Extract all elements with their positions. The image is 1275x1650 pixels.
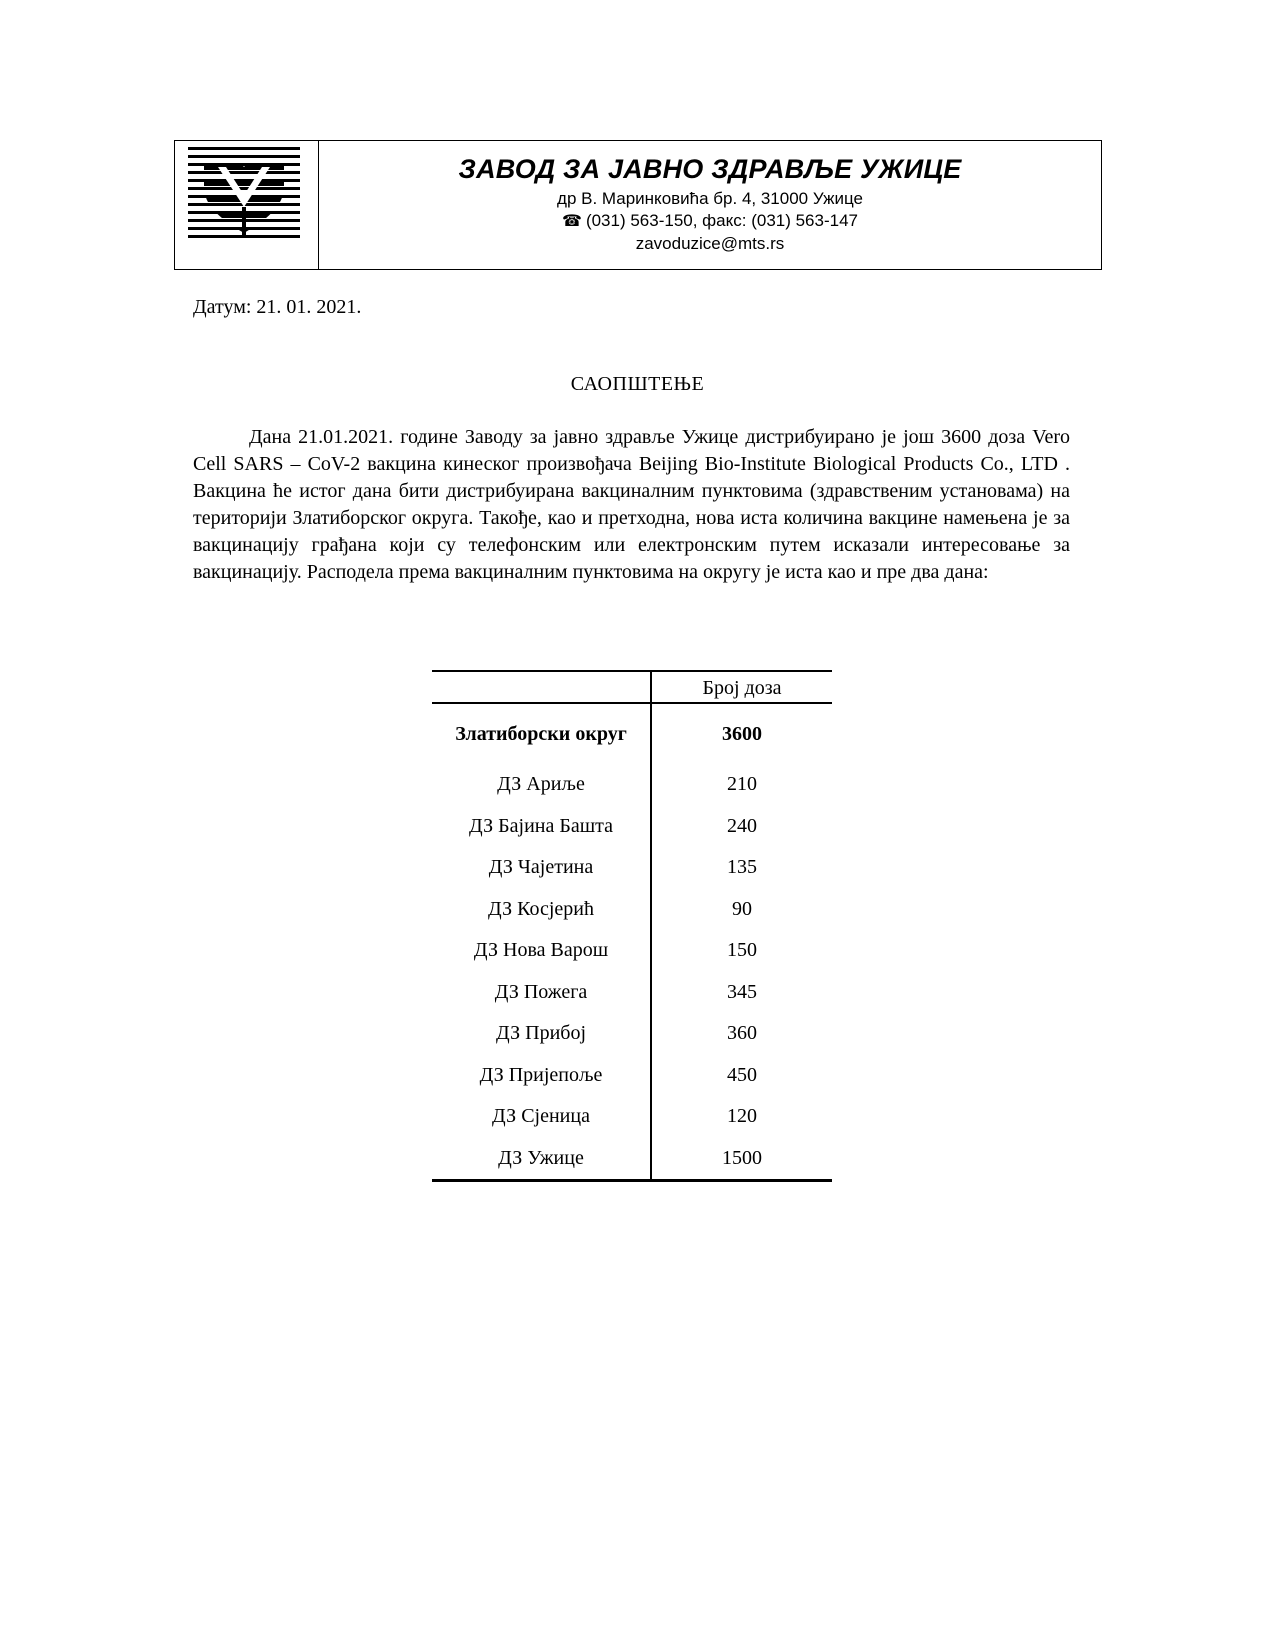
total-value: 3600 [651,703,832,764]
row-value: 135 [651,847,832,889]
org-address: др В. Маринковића бр. 4, 31000 Ужице [557,189,863,208]
body-paragraph: Дана 21.01.2021. године Заводу за јавно здравље Ужице дистрибуирано је још 3600 доза Vero Cell SARS – CoV-2 вакцина кинеског произвођача Beijing Bio-Institute Biological Products Co., LTD . Вакцина ће истог дана бити дистрибуирана вакциналним пунктовима (здравственим установама) на територији Златиборског округа. Такође, као и претходна, нова иста количина вакцине намењена је за вакцинацију грађана који су телефонским или електронским путем исказали интересовање за вакцинацију. Расподела према вакциналним пунктовима на округу је иста као и пре два дана: [193,426,1070,583]
row-name: ДЗ Сјеница [492,1105,590,1128]
phone-icon: ☎ [562,213,582,230]
row-name: ДЗ Ариље [497,773,585,796]
row-name: ДЗ Пожега [494,980,588,1003]
row-name: ДЗ Чајетина [488,856,594,879]
logo-cell [175,141,319,269]
row-value: 120 [651,1096,832,1138]
document-date: Датум: 21. 01. 2021. [193,296,362,318]
table-row [432,1013,832,1055]
table-row [432,930,832,972]
row-value: 345 [651,972,832,1014]
table-row [432,1138,832,1181]
table-row [432,764,832,806]
row-name: ДЗ Бајина Башта [469,814,613,837]
org-email: zavoduzice@mts.rs [635,234,785,253]
row-value: 90 [651,889,832,931]
row-value: 1500 [651,1138,832,1181]
header-col-name [432,671,651,703]
row-name: ДЗ Ужице [432,1138,651,1181]
org-name: ЗАВОД ЗА ЈАВНО ЗДРАВЉЕ УЖИЦЕ [458,154,962,184]
row-value: 150 [651,930,832,972]
institute-logo [188,147,300,241]
phone-fax: (031) 563-150, факс: (031) 563-147 [585,211,858,230]
table-row [432,1096,832,1138]
row-name: ДЗ Прибој [495,1022,587,1045]
header-col-doses: Број доза [651,671,832,703]
row-name: ДЗ Косјерић [487,897,594,920]
table-row [432,1055,832,1097]
total-name: Златиборски округ [455,723,627,745]
total-row [432,703,832,764]
table-row [432,889,832,931]
distribution-table [432,670,832,1182]
document-title: САОПШТЕЊЕ [570,373,705,395]
org-contact [319,210,1101,233]
row-name: ДЗ Нова Варош [473,939,609,962]
table-row [432,972,832,1014]
letterhead [174,140,1102,270]
row-name: ДЗ Пријепоље [479,1063,603,1086]
row-value: 240 [651,806,832,848]
table-row [432,847,832,889]
row-value: 450 [651,1055,832,1097]
org-info [319,141,1101,269]
table-row [432,806,832,848]
row-value: 210 [651,764,832,806]
table-header-row [432,671,832,703]
row-value: 360 [651,1013,832,1055]
